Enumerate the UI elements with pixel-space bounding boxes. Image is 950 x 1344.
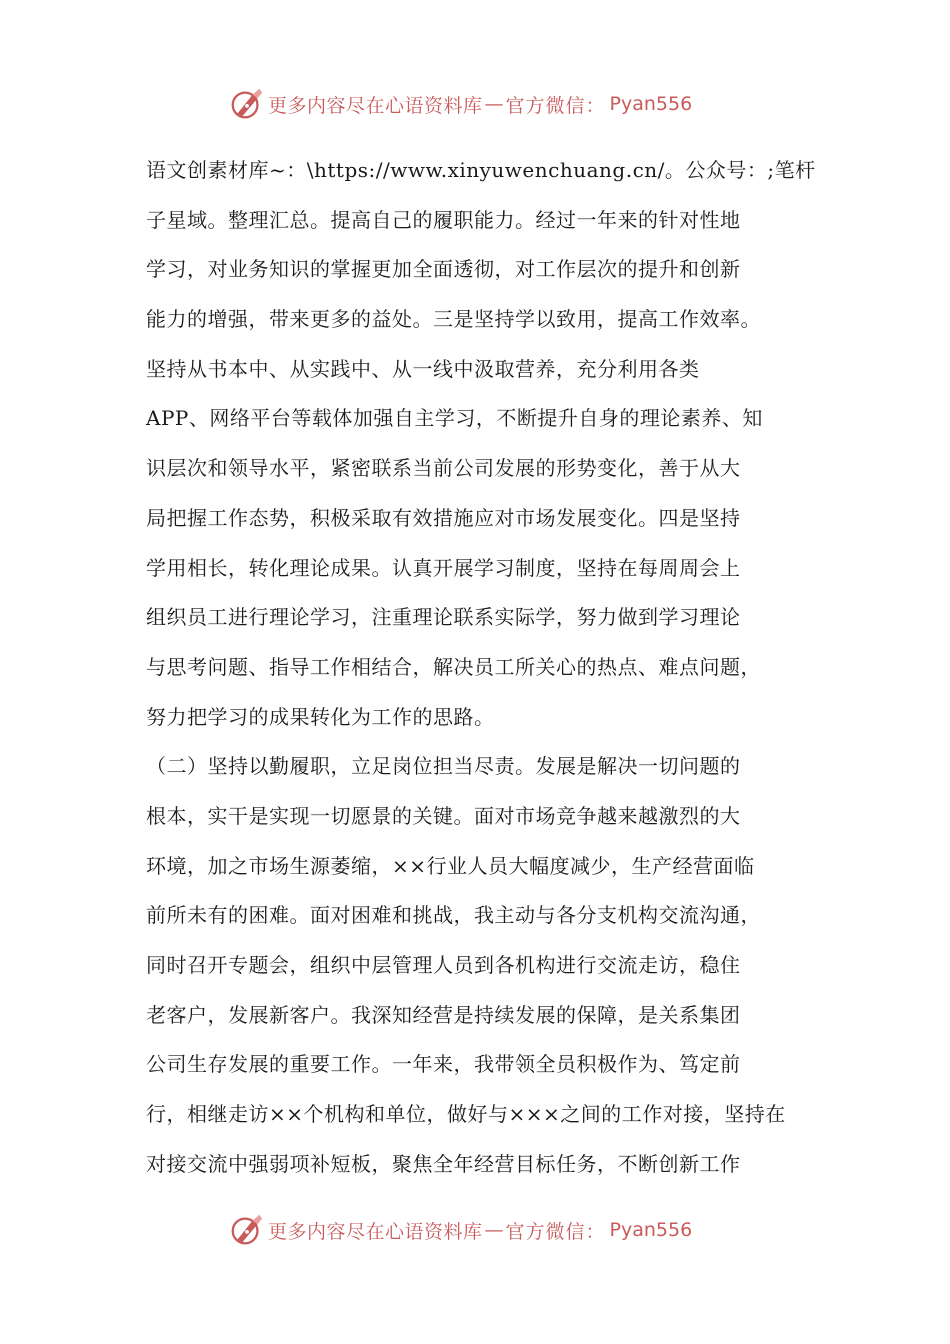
body-line: 与思考问题、指导工作相结合，解决员工所关心的热点、难点问题， [146, 654, 761, 679]
footer-banner [0, 1210, 950, 1250]
body-line: 努力把学习的成果转化为工作的思路。 [146, 704, 495, 729]
body-line: 根本，实干是实现一切愿景的关键。面对市场竞争越来越激烈的大 [146, 803, 741, 828]
body-line: 局把握工作态势，积极采取有效措施应对市场发展变化。四是坚持 [146, 505, 741, 530]
footer-wechat-id: Pyan556 [609, 1219, 693, 1241]
body-line: 学习，对业务知识的掌握更加全面透彻，对工作层次的提升和创新 [146, 257, 741, 282]
body-line: 行，相继走访××个机构和单位，做好与×××之间的工作对接，坚持在 [146, 1102, 786, 1127]
body-line: 对接交流中强弱项补短板，聚焦全年经营目标任务，不断创新工作 [146, 1151, 741, 1176]
body-line: 组织员工进行理论学习，注重理论联系实际学，努力做到学习理论 [146, 605, 741, 630]
body-line: 能力的增强，带来更多的益处。三是坚持学以致用，提高工作效率。 [146, 307, 761, 332]
footer-brand-text: 更多内容尽在心语资料库 [268, 1220, 483, 1243]
body-line: （二）坚持以勤履职，立足岗位担当尽责。发展是解决一切问题的 [146, 754, 741, 779]
footer-separator: — [484, 1219, 504, 1241]
body-line: 老客户，发展新客户。我深知经营是持续发展的保障，是关系集团 [146, 1002, 741, 1027]
body-line: 环境，加之市场生源萎缩，××行业人员大幅度减少，生产经营面临 [146, 853, 755, 878]
body-line: 公司生存发展的重要工作。一年来，我带领全员积极作为、笃定前 [146, 1052, 741, 1077]
body-line: 子星域。整理汇总。提高自己的履职能力。经过一年来的针对性地 [146, 207, 741, 232]
header-banner [0, 84, 950, 124]
body-line: 识层次和领导水平，紧密联系当前公司发展的形势变化，善于从大 [146, 456, 741, 481]
header-wechat-id: Pyan556 [609, 93, 693, 115]
pen-nib-logo-icon [228, 85, 266, 123]
header-subtitle: 官方微信： [505, 94, 606, 117]
footer-subtitle: 官方微信： [505, 1220, 606, 1243]
body-line: APP、网络平台等载体加强自主学习，不断提升自身的理论素养、知 [146, 406, 763, 431]
body-line: 语文创素材库~：\https://www.xinyuwenchuang.cn/。公众号：;笔杆 [146, 158, 816, 182]
pen-nib-logo-icon [228, 1211, 266, 1249]
body-line: 同时召开专题会，组织中层管理人员到各机构进行交流走访，稳住 [146, 953, 741, 977]
header-separator: — [484, 93, 504, 115]
body-line: 学用相长，转化理论成果。认真开展学习制度，坚持在每周周会上 [146, 555, 741, 580]
body-line: 前所未有的困难。面对困难和挑战，我主动与各分支机构交流沟通， [146, 903, 761, 928]
body-line: 坚持从书本中、从实践中、从一线中汲取营养，充分利用各类 [146, 356, 700, 381]
header-brand-text: 更多内容尽在心语资料库 [268, 94, 483, 117]
document-body [146, 146, 814, 1189]
